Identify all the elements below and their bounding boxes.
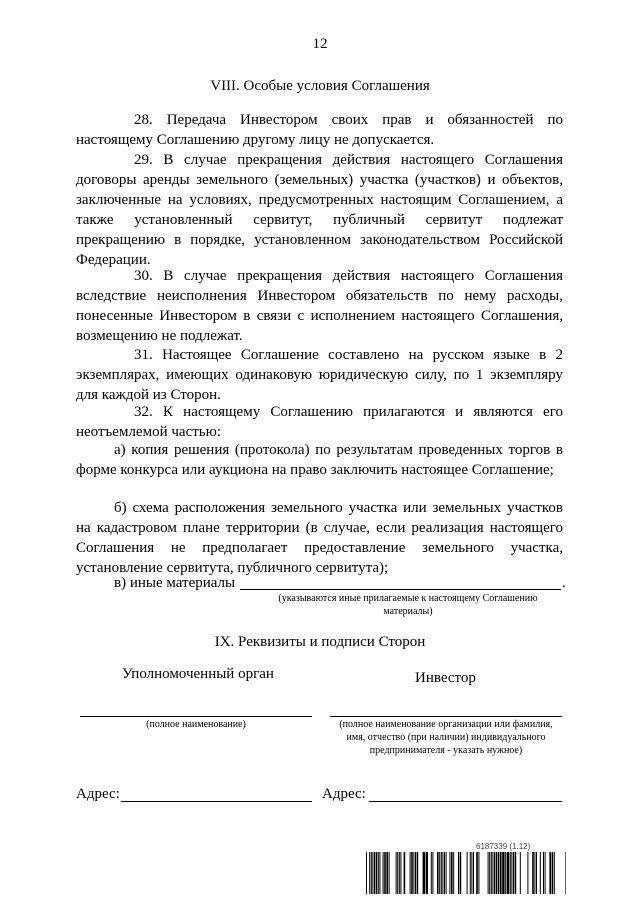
paragraph-29: 29. В случае прекращения действия настоящего Соглашения договоры аренды земельного (земельных) участка (участков) и объектов, заключенные на условиях, предусмотренных настоящим Соглашением, а также установленный сервитут, публичный сервитут подлежат прекращению в порядке, установленном законодательством Российской Федерации. [76,152,563,268]
paragraph-32v-label: в) иные материалы [114,575,236,591]
paragraph-32v-end: . [562,575,566,591]
barcode-number: 6187339 (1.12) [476,842,531,851]
investor-address-line[interactable] [369,801,562,802]
other-materials-line[interactable] [240,589,561,590]
authority-name-line[interactable] [80,716,312,717]
investor-header: Инвестор [415,670,476,686]
authority-address-line[interactable] [121,801,312,802]
paragraph-30: 30. В случае прекращения действия настоящего Соглашения вследствие неисполнения Инвестором обязательств по нему расходы, понесенные Инвестором в связи с исполнением настоящего Соглашения, возмещению не подлежат. [76,268,563,344]
paragraph-32: 32. К настоящему Соглашению прилагаются и являются его неотъемлемой частью: [76,404,563,440]
paragraph-28: 28. Передача Инвестором своих прав и обязанностей по настоящему Соглашению другому лицу не допускается. [76,112,563,148]
paragraph-32b: б) схема расположения земельного участка или земельных участков на кадастровом плане территории (в случае, если реализация настоящего Соглашения не предполагает предоставление земельного участка, установление сервитута, публичного сервитута); [76,500,563,576]
authority-address-label: Адрес: [76,786,120,802]
section-8-title: VIII. Особые условия Соглашения [210,78,430,94]
paragraph-32a: а) копия решения (протокола) по результатам проведенных торгов в форме конкурса или аукциона на право заключить настоящее Соглашение; [76,442,563,478]
authority-name-note: (полное наименование) [146,719,246,730]
page-number: 12 [312,36,328,52]
barcode-image [366,852,566,894]
paragraph-31: 31. Настоящее Соглашение составлено на русском языке в 2 экземплярах, имеющих одинаковую юридическую силу, по 1 экземпляру для каждой из Сторон. [76,347,563,403]
investor-name-note: (полное наименование организации или фамилия, имя, отчество (при наличии) индивидуального предпринимателя - указать нужное) [339,719,553,756]
authority-header: Уполномоченный орган [122,666,274,682]
investor-address-label: Адрес: [322,786,366,802]
other-materials-note: (указываются иные прилагаемые к настоящему Соглашению материалы) [278,593,538,617]
section-9-title: IX. Реквизиты и подписи Сторон [214,634,426,650]
investor-name-line[interactable] [330,716,562,717]
